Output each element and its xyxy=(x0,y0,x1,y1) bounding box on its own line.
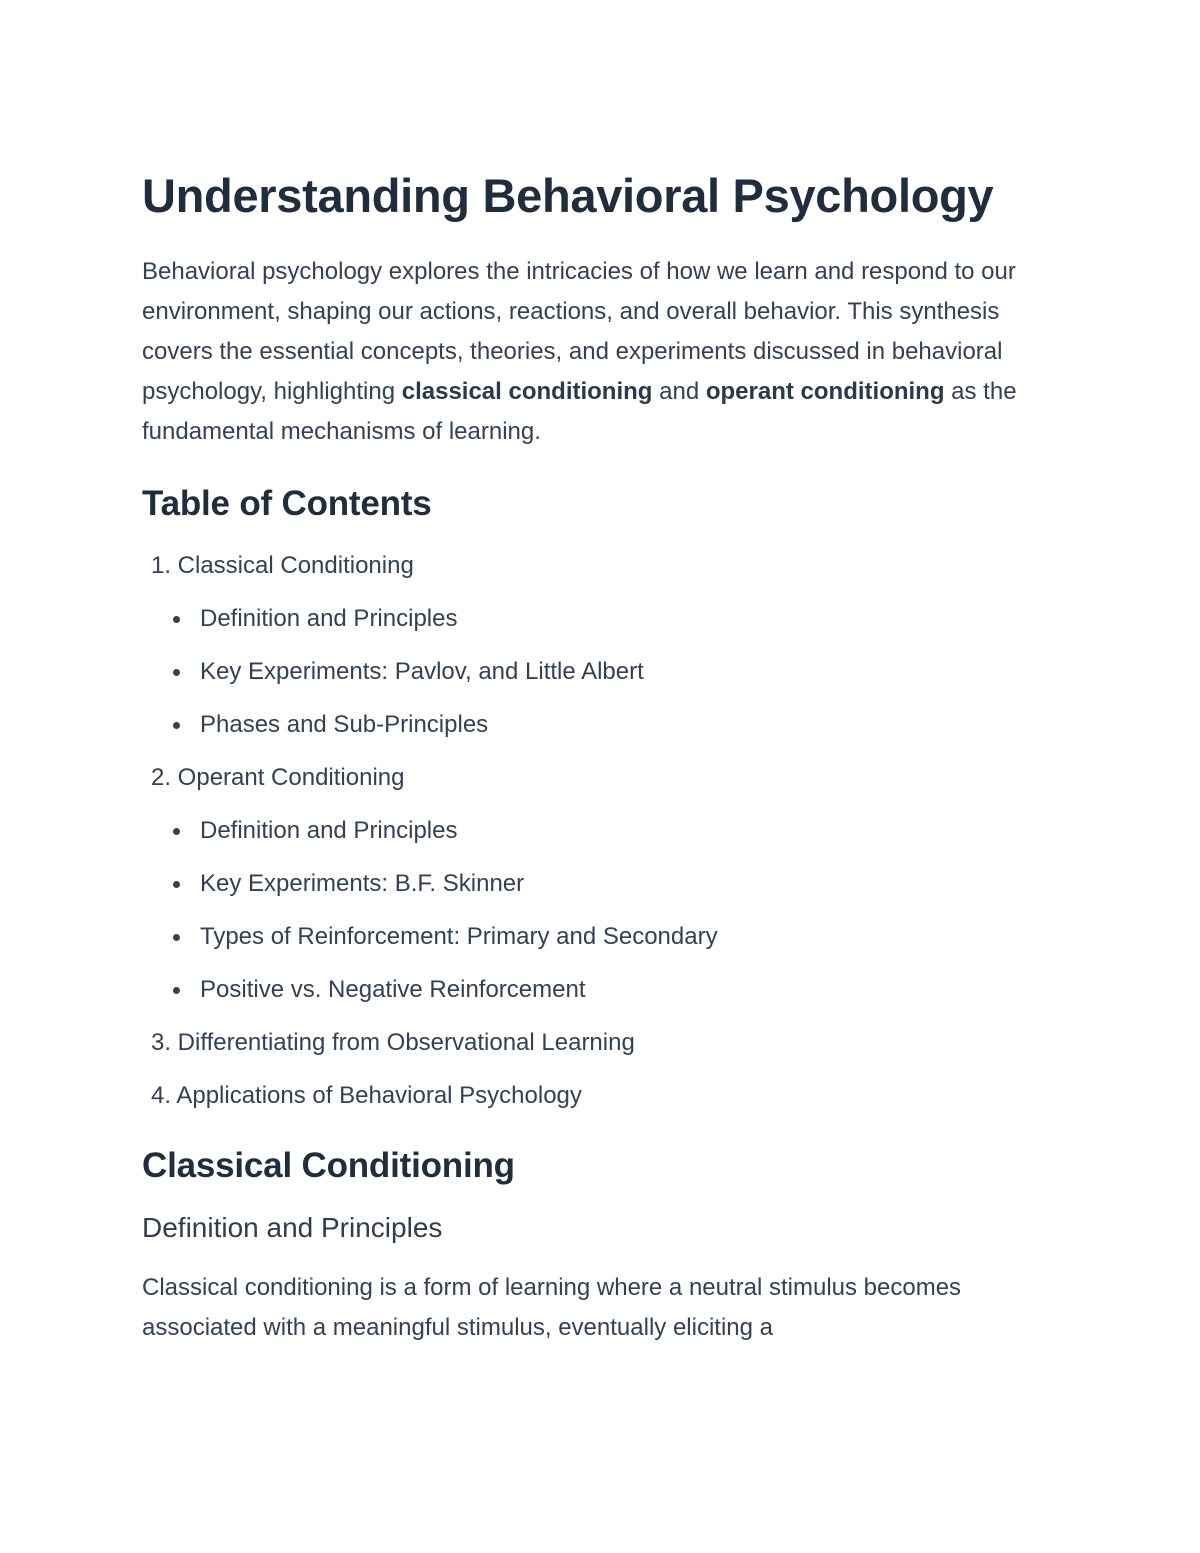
intro-text: Behavioral psychology explores the intricacies of how we learn and respond to our environment, shaping our actions, reactions, and overall behavior. This synthesis covers the essential concepts, theories, and experiments discussed in behavioral psychology, highlighting xyxy=(142,258,1016,405)
toc-heading: Table of Contents xyxy=(142,484,432,523)
toc-item-number: 4. xyxy=(150,1082,171,1109)
toc-item-applications xyxy=(142,1080,1062,1112)
toc-item-observational-learning xyxy=(142,1027,1062,1059)
toc-subitem xyxy=(142,603,1062,635)
toc-item-number: 1. xyxy=(150,552,171,579)
bullet-icon xyxy=(173,881,180,888)
section-heading: Classical Conditioning xyxy=(142,1146,515,1185)
toc-subitem-label: Definition and Principles xyxy=(200,817,458,844)
bullet-icon xyxy=(173,934,180,941)
toc-item-label: Operant Conditioning xyxy=(177,764,405,791)
intro-bold-operant: operant conditioning xyxy=(705,378,945,405)
toc-sublist xyxy=(142,815,1062,1006)
document-page xyxy=(142,168,1062,1348)
toc-subitem-label: Key Experiments: B.F. Skinner xyxy=(200,870,525,897)
bullet-icon xyxy=(173,828,180,835)
intro-text: as the fundamental mechanisms of learning. xyxy=(142,378,1017,445)
toc-sublist xyxy=(142,603,1062,741)
toc-subitem-label: Phases and Sub-Principles xyxy=(200,711,489,738)
toc-item-label: Classical Conditioning xyxy=(177,552,414,579)
table-of-contents xyxy=(142,550,1062,1112)
toc-subitem-label: Types of Reinforcement: Primary and Secondary xyxy=(200,923,718,950)
toc-subitem xyxy=(142,709,1062,741)
document-title: Understanding Behavioral Psychology xyxy=(142,169,994,222)
section-subheading: Definition and Principles xyxy=(142,1212,443,1243)
toc-item-number: 2. xyxy=(150,764,171,791)
bullet-icon xyxy=(173,987,180,994)
toc-subitem-label: Definition and Principles xyxy=(200,605,458,632)
bullet-icon xyxy=(173,722,180,729)
toc-item-number: 3. xyxy=(150,1029,171,1056)
section-paragraph: Classical conditioning is a form of learning where a neutral stimulus becomes associated with a meaningful stimulus, eventually eliciting a xyxy=(142,1274,962,1341)
toc-subitem xyxy=(142,656,1062,688)
toc-item-classical-conditioning xyxy=(142,550,1062,741)
intro-bold-classical: classical conditioning xyxy=(401,378,653,405)
intro-text: and xyxy=(652,378,706,405)
toc-subitem xyxy=(142,868,1062,900)
toc-item-label: Differentiating from Observational Learning xyxy=(177,1029,635,1056)
toc-item-label: Applications of Behavioral Psychology xyxy=(176,1082,582,1109)
toc-subitem xyxy=(142,974,1062,1006)
toc-subitem-label: Positive vs. Negative Reinforcement xyxy=(200,976,586,1003)
toc-item-operant-conditioning xyxy=(142,762,1062,1006)
bullet-icon xyxy=(173,669,180,676)
intro-paragraph xyxy=(142,252,1062,452)
toc-subitem-label: Key Experiments: Pavlov, and Little Albert xyxy=(200,658,644,685)
toc-subitem xyxy=(142,921,1062,953)
toc-subitem xyxy=(142,815,1062,847)
bullet-icon xyxy=(173,616,180,623)
